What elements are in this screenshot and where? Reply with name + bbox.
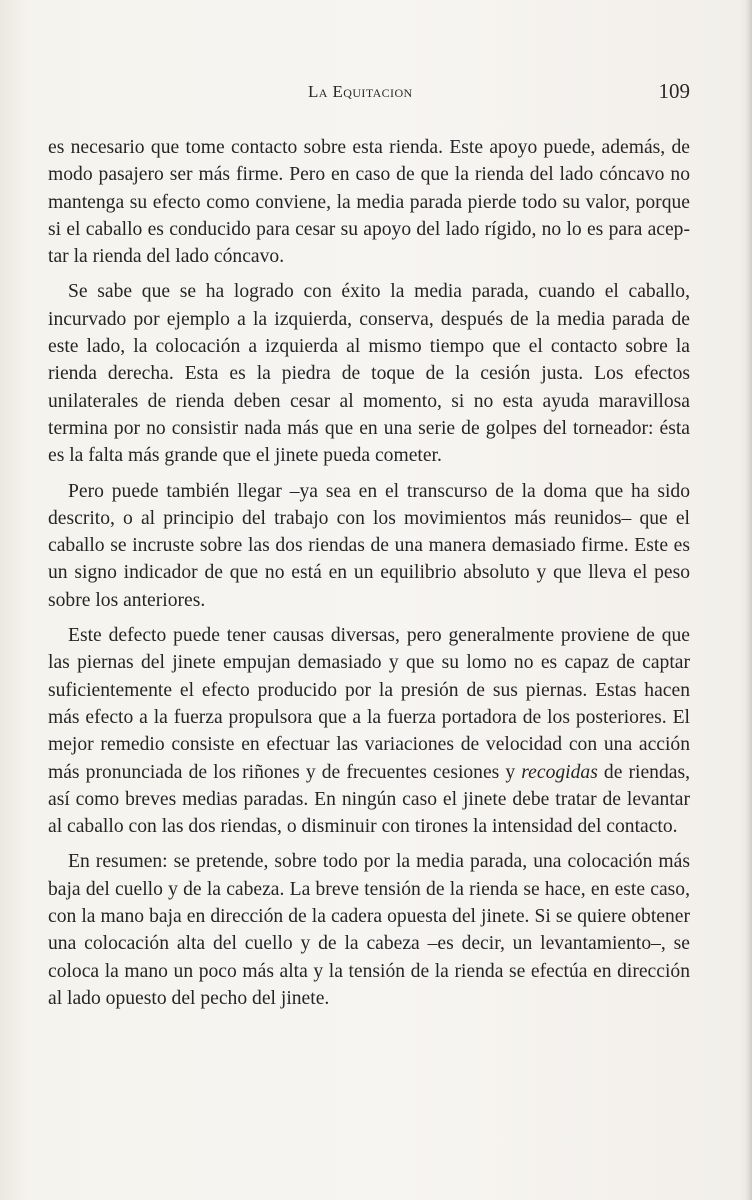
paragraph: Se sabe que se ha logrado con éxito la media parada, cuando el caballo, incurvado por ejemplo a la izquierda, conserva, después de la media parada de este lado, la colocación a izquierda al mismo tiempo que el contacto sobre la rienda derecha. Esta es la piedra de toque de la cesión justa. Los efectos unilaterales de rienda deben cesar al momento, si no esta ayuda maravillosa termina por no consistir nada más que en una serie de golpes del torneador: ésta es la falta más grande que el jinete pueda cometer. bbox=[48, 281, 690, 467]
running-title: La Equitacion bbox=[308, 82, 413, 101]
paragraph: En resumen: se pretende, sobre todo por la media parada, una colocación más baja del cuello y de la cabeza. La breve tensión de la rienda se hace, en este caso, con la mano baja en dirección de la cadera opuesta del jinete. Si se quiere obtener una colocación alta del cuello y de la cabeza –es decir, un levantamiento–, se coloca la mano un poco más alta y la tensión de la rienda se efectúa en dirección al lado opuesto del pecho del jinete. bbox=[48, 851, 690, 1009]
page-edge-shadow bbox=[746, 0, 752, 1200]
page-number: 109 bbox=[658, 79, 690, 103]
italic-term: recogidas bbox=[521, 761, 598, 783]
paragraph: Pero puede también llegar –ya sea en el transcurso de la doma que ha sido descrito, o al principio del trabajo con los movimientos más reunidos– que el caballo se incruste sobre las dos riendas de una manera demasiado firme. Este es un signo indicador de que no está en un equilibrio absoluto y que lleva el peso sobre los anteriores. bbox=[48, 480, 690, 611]
paragraph-text: de riendas, así como breves medias paradas. En ningún caso el jinete debe tratar de levantar al caballo con las dos riendas, o disminuir con tirones la intensidad del contacto. bbox=[48, 761, 690, 838]
paragraph-text: Este defecto puede tener causas diversas, pero generalmente proviene de que las piernas del jinete empujan demasiado y que su lomo no es capaz de captar suficientemente el efecto producido por la presión de sus piernas. Estas hacen más efecto a la fuerza propulsora que a la fuerza portadora de los posteriores. El mejor remedio consiste en efectuar las variaciones de velocidad con una acción más pronunciada de los riñones y de frecuentes cesiones y bbox=[48, 625, 690, 783]
paragraph: es necesario que tome contacto sobre esta rienda. Este apoyo puede, además, de modo pasajero ser más firme. Pero en caso de que la rienda del lado cóncavo no mantenga su efecto como conviene, la media parada pierde todo su valor, porque si el caballo es conducido para cesar su apoyo del lado rígido, no lo es para aceptar la rienda del lado cóncavo. bbox=[48, 137, 690, 268]
body-text bbox=[48, 134, 690, 1020]
paragraph bbox=[48, 622, 690, 840]
page-header bbox=[48, 79, 690, 110]
